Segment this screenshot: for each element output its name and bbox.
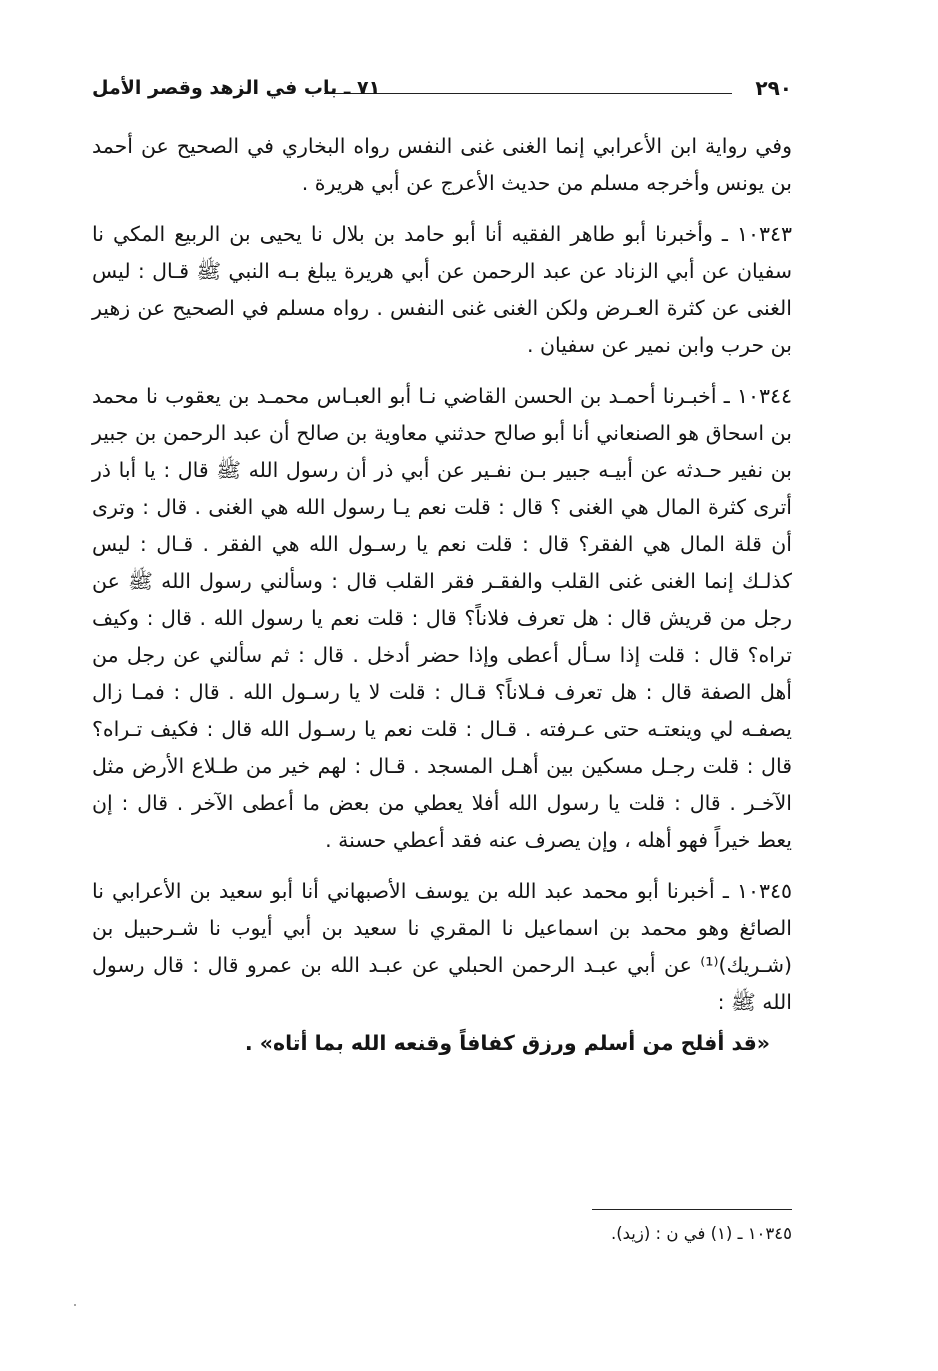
hadith-quote: «قد أفلح من أسلم ورزق كفافاً وقنعه الله بما أتاه» .: [244, 1031, 770, 1055]
running-title: ٧١ ـ باب في الزهد وقصر الأمل: [92, 77, 381, 99]
paragraph-10343: ١٠٣٤٣ ـ وأخبرنا أبو طاهر الفقيه أنا أبو حامد بن بلال نا يحيى بن الربيع المكي نا سفيان عن أبي الزناد عن عبد الرحمن عن أبي هريرة يبلغ بـه النبي ﷺ قـال : ليس الغنى عن كثرة العـرض ولكن الغنى غنى النفس . رواه مسلم في الصحيح عن زهير بن حرب وابن نمير عن سفيان .: [92, 222, 792, 357]
page-header: [92, 74, 792, 106]
page-number: ٢٩٠: [755, 76, 792, 100]
paragraph-10344: ١٠٣٤٤ ـ أخبـرنا أحمـد بن الحسن القاضي نـا أبو العبـاس محمـد بن يعقوب نا محمد بن اسحاق هو الصنعاني أنا أبو صالح حدثني معاوية بن صالح أن عبد الرحمن بن جبير بن نفير حـدثه عن أبيـه جبير بـن نفـير عن أبي ذر أن رسول الله ﷺ قال : يا أبا ذر أترى كثرة المال هي الغنى ؟ قال : قلت نعم يـا رسول الله هي الغنى . قال : وترى أن قلة المال هي الفقر؟ قال : قلت نعم يا رسـول الله هي الفقر . قـال : ليس كذلـك إنما الغنى غنى القلب والفقـر فقر القلب قال : وسألني رسول الله ﷺ عن رجل من قريش قال : هل تعرف فلاناً؟ قال : قلت نعم يا رسول الله . قال : وكيف تراه؟ قال : قلت إذا سـأل أعطى وإذا حضر أدخل . قال : ثم سألني عن رجل من أهل الصفة قال : هل تعرف فـلاناً؟ قـال : قلت لا يا رسـول الله . قال : فمـا زال يصفـه لي وينعتـه حتى عـرفته . قـال : قلت نعم يا رسـول الله قال : فكيف تـراه؟ قال : قلت رجـل مسكين بين أهـل المسجد . قـال : لهم خير من طـلاع الأرض مثل الآخـر . قال : قلت يا رسول الله أفلا يعطي من بعض ما أعطى الآخر . قال : إن يعط خيراً فهو أهله ، وإن يصرف عنه فقد أعطي حسنة .: [92, 384, 792, 852]
footnote: ١٠٣٤٥ ـ (١) في ن : (زيد).: [610, 1224, 792, 1243]
paragraph-intro: وفي رواية ابن الأعرابي إنما الغنى غنى النفس رواه البخاري في الصحيح عن أحمد بن يونس وأخرجه مسلم من حديث الأعرج عن أبي هريرة .: [92, 134, 792, 195]
header-rule: [324, 93, 732, 94]
main-text: [92, 128, 792, 1062]
paragraph-10345: ١٠٣٤٥ ـ أخبرنا أبو محمد عبد الله بن يوسف الأصبهاني أنا أبو سعيد بن الأعرابي نا الصائغ وهو محمد بن اسماعيل نا المقري نا سعيد بن أبي أيوب نا شـرحبيل بن (شـريك)⁽¹⁾ عن أبي عبـد الرحمن الحبلي عن عبـد الله بن عمرو قال : قال رسول الله ﷺ :: [92, 879, 792, 1014]
scan-speck: [74, 1304, 76, 1306]
footnote-rule: [592, 1209, 792, 1210]
